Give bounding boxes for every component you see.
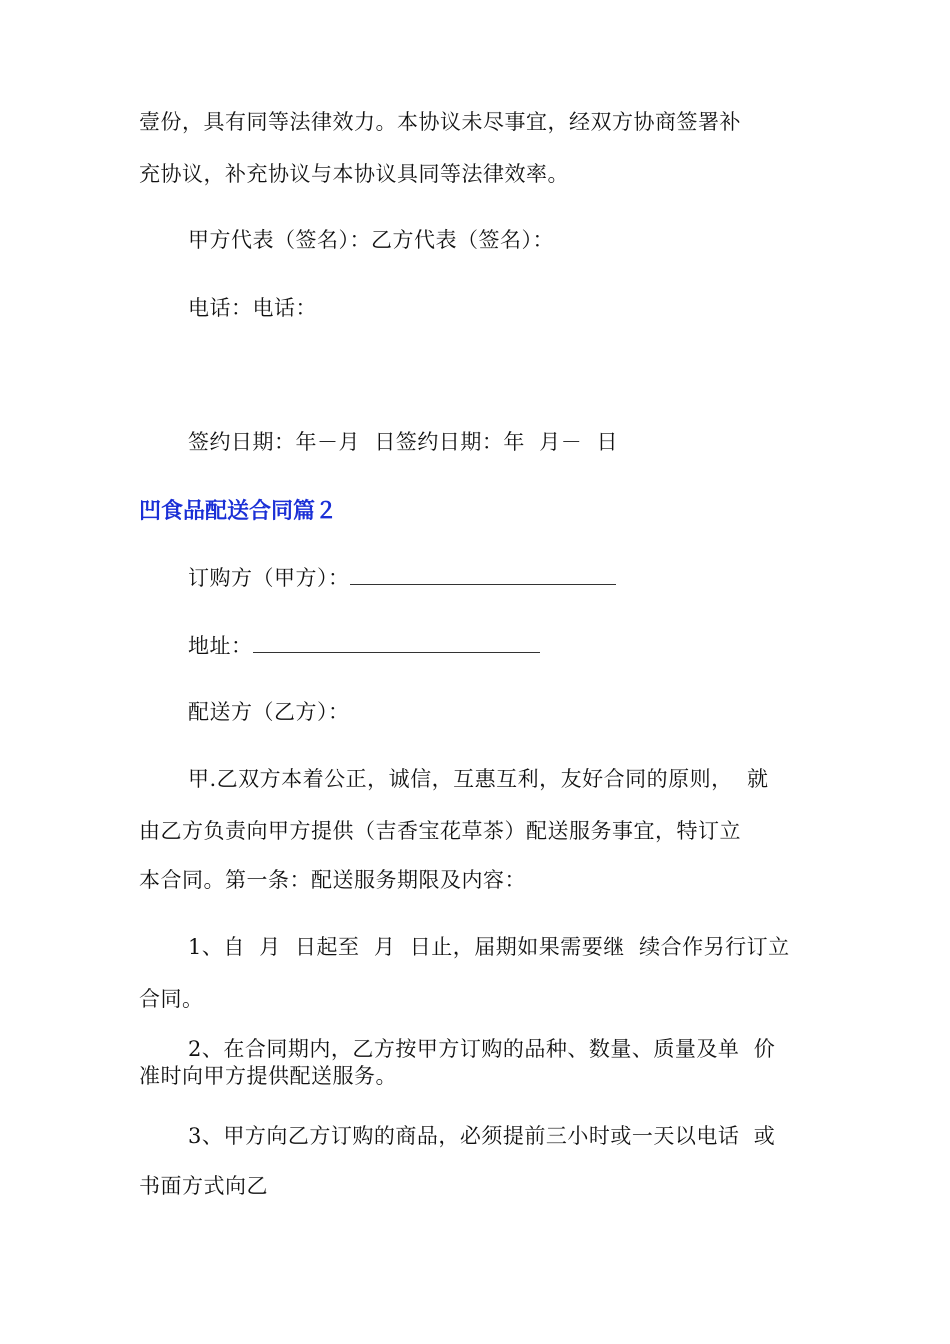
address-label: 地址： bbox=[188, 634, 253, 658]
signing-date-line: 签约日期：年－月 日签约日期：年 月－ 日 bbox=[188, 430, 619, 454]
buyer-label: 订购方（甲方）： bbox=[188, 566, 350, 590]
clause-line: 2、在合同期内，乙方按甲方订购的品种、数量、质量及单 价 bbox=[188, 1037, 776, 1061]
paragraph-line: 本合同。第一条：配送服务期限及内容： bbox=[139, 868, 526, 892]
phone-line: 电话：电话： bbox=[188, 296, 317, 320]
paragraph-line: 由乙方负责向甲方提供（吉香宝花草茶）配送服务事宜，特订立 bbox=[139, 819, 741, 843]
supplier-label: 配送方（乙方）： bbox=[188, 700, 350, 724]
clause-line: 1、自 月 日起至 月 日止，届期如果需要继 续合作另行订立 bbox=[188, 935, 790, 959]
address-field bbox=[188, 632, 540, 660]
paragraph-line: 壹份，具有同等法律效力。本协议未尽事宜，经双方协商签署补 bbox=[139, 110, 741, 134]
section-heading: 凹食品配送合同篇２ bbox=[139, 499, 338, 524]
paragraph-line: 充协议，补充协议与本协议具同等法律效率。 bbox=[139, 162, 569, 186]
buyer-blank-underline bbox=[350, 564, 616, 585]
clause-line: 3、甲方向乙方订购的商品，必须提前三小时或一天以电话 或 bbox=[188, 1124, 776, 1148]
paragraph-line: 甲.乙双方本着公正，诚信，互惠互利，友好合同的原则， 就 bbox=[188, 767, 769, 791]
signature-line: 甲方代表（签名）：乙方代表（签名）： bbox=[188, 228, 554, 252]
clause-line: 准时向甲方提供配送服务。 bbox=[139, 1064, 397, 1088]
clause-line: 书面方式向乙 bbox=[139, 1174, 268, 1198]
buyer-field bbox=[188, 564, 616, 592]
clause-line: 合同。 bbox=[139, 987, 204, 1011]
address-blank-underline bbox=[253, 632, 540, 653]
